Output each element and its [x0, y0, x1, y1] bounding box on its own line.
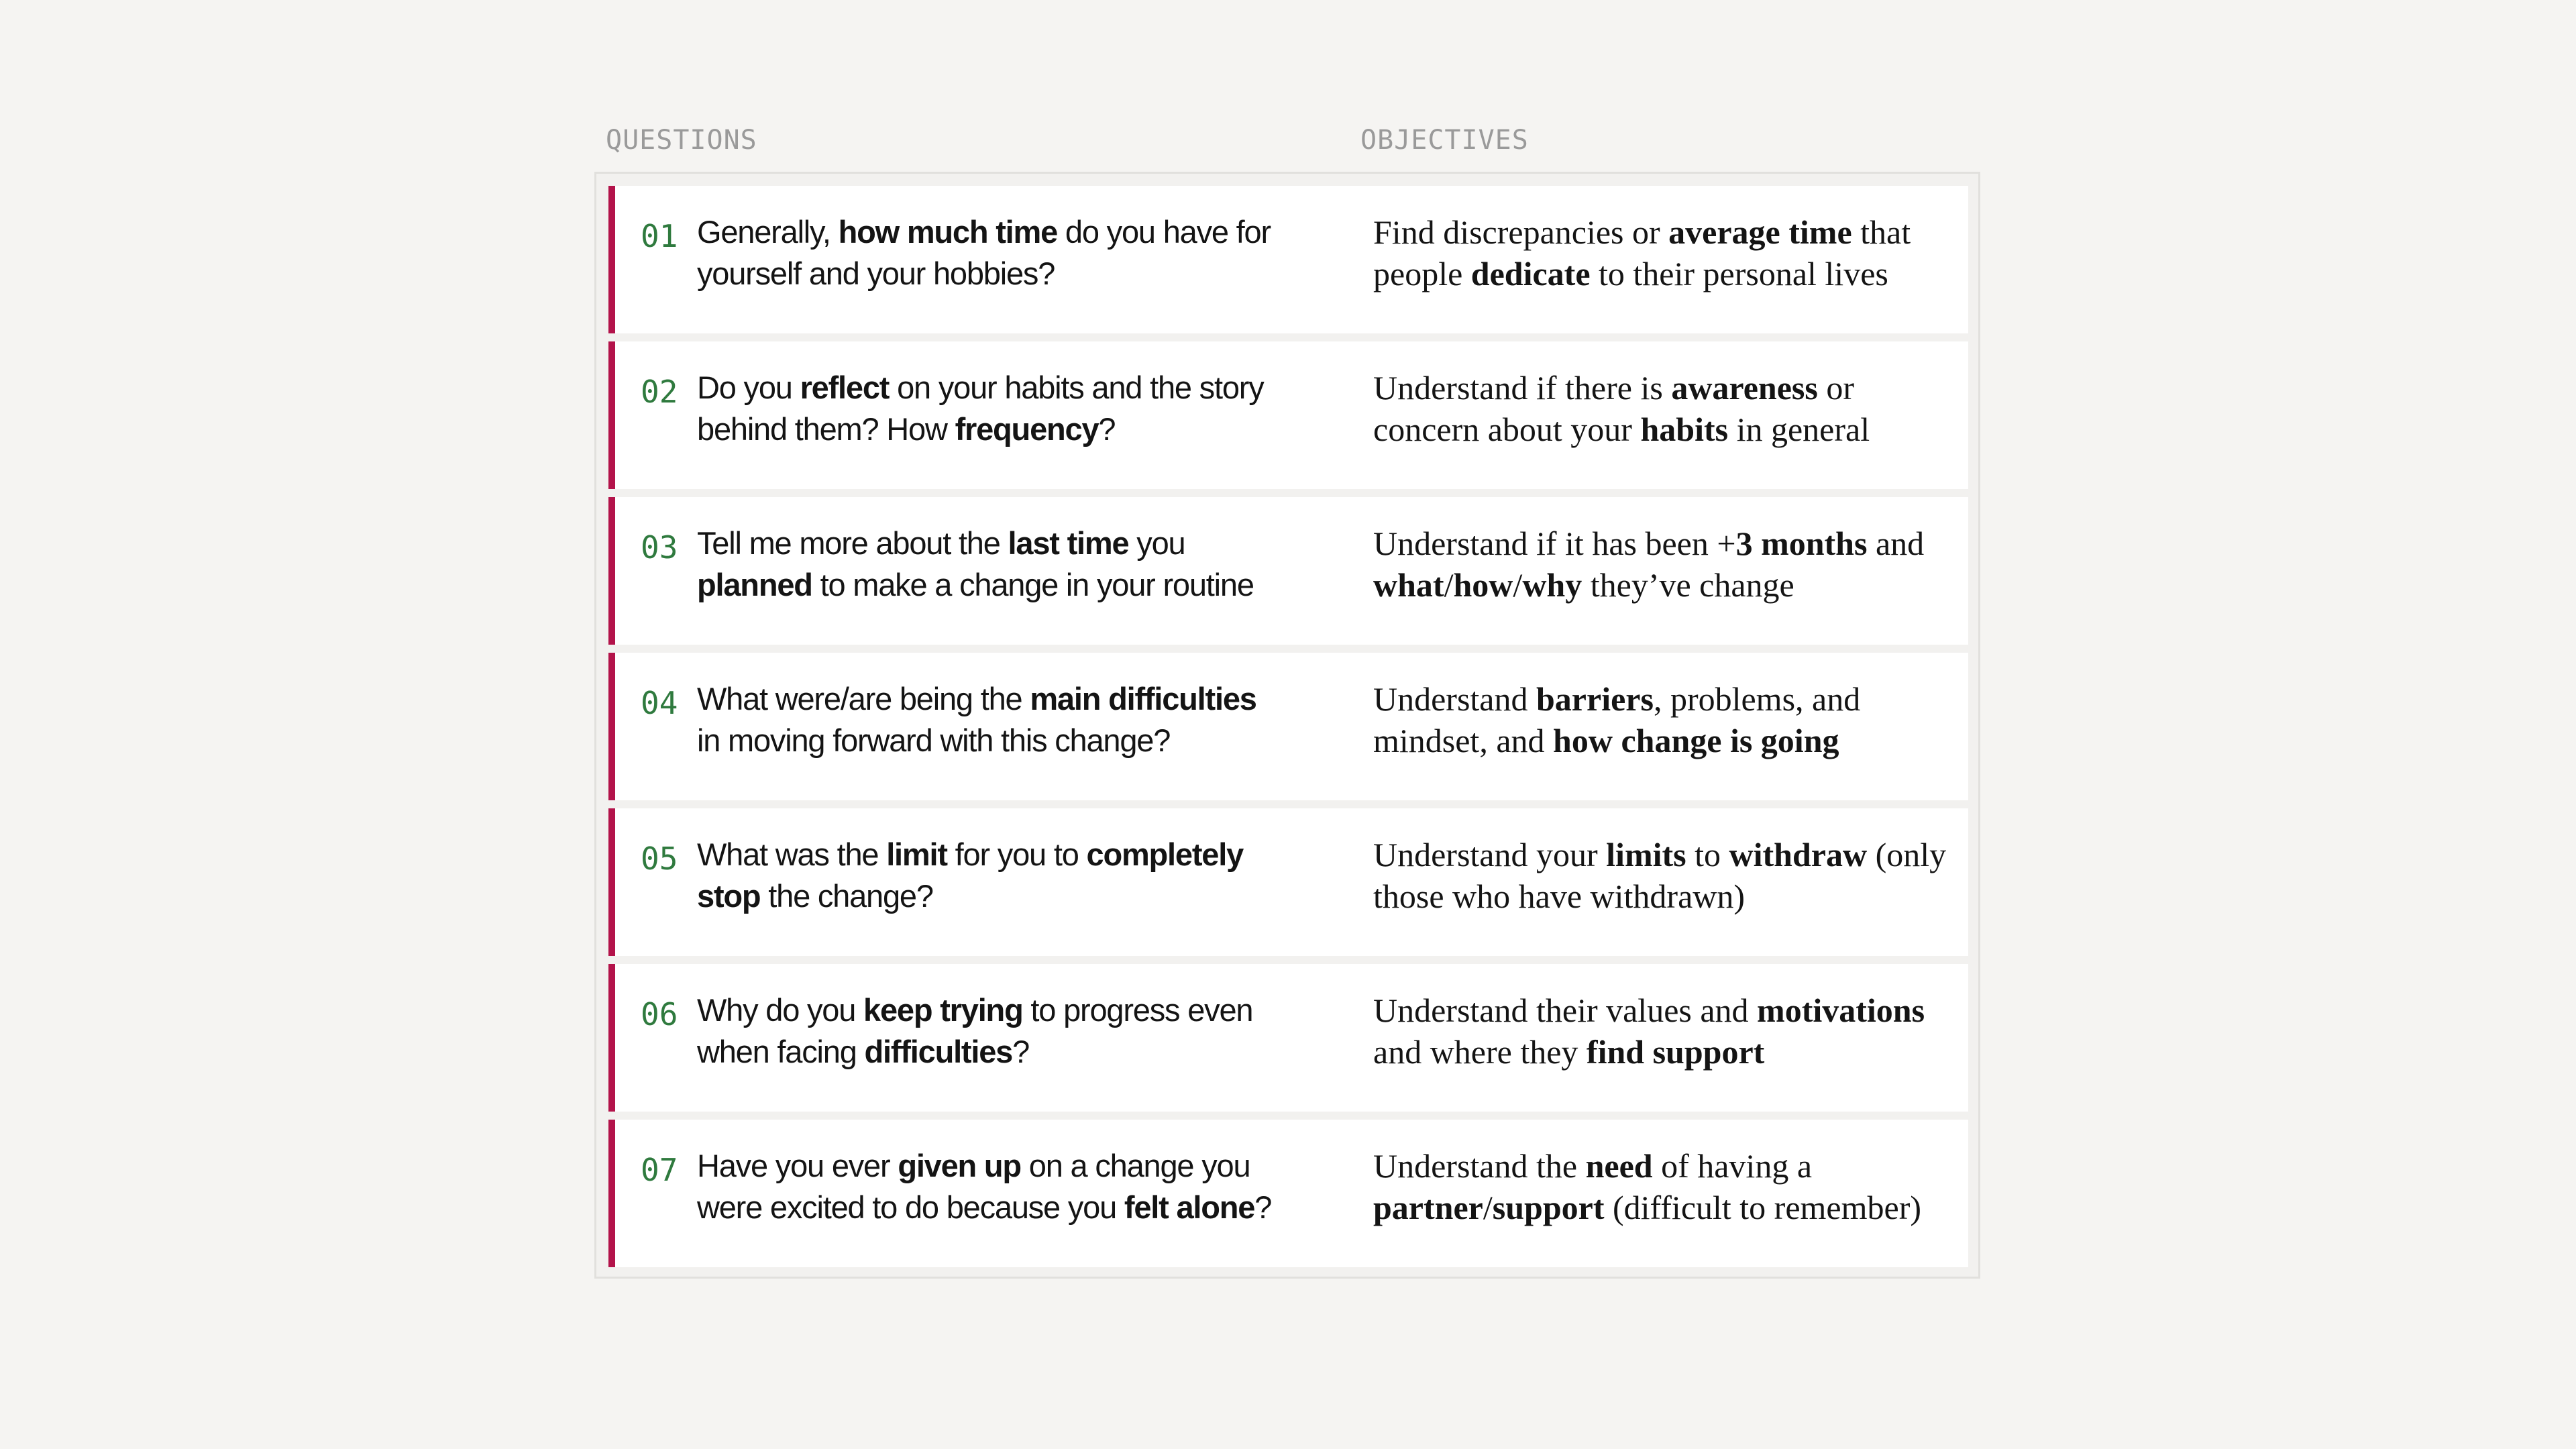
question-segment: What was the	[697, 837, 887, 872]
question-segment: in moving forward with this change?	[697, 722, 1171, 758]
objective-segment: (difficult to remember)	[1604, 1189, 1921, 1226]
question-emphasis: given up	[898, 1148, 1021, 1183]
objective-emphasis: partner	[1373, 1189, 1483, 1226]
objective-segment: Understand if it has been +	[1373, 525, 1736, 562]
question-text	[697, 834, 1281, 917]
objective-segment: to	[1686, 836, 1729, 873]
question-text	[697, 211, 1281, 294]
objectives-column-header: OBJECTIVES	[1360, 125, 1529, 156]
question-segment: ?	[1254, 1189, 1272, 1225]
objective-text	[1373, 989, 1964, 1073]
question-emphasis: difficulties	[864, 1034, 1013, 1069]
questions-column-header: QUESTIONS	[606, 125, 757, 156]
objective-emphasis: why	[1522, 566, 1582, 604]
question-emphasis: limit	[886, 837, 947, 872]
question-segment: do you have for yourself and your hobbies?	[697, 214, 1271, 291]
question-segment: Have you ever	[697, 1148, 898, 1183]
question-segment: on your habits and the story behind them? How	[697, 370, 1264, 447]
table-row	[608, 1120, 1968, 1267]
objective-text	[1373, 211, 1964, 294]
objective-segment: to their personal lives	[1590, 255, 1888, 292]
table-rows	[608, 186, 1968, 1267]
question-text	[697, 367, 1281, 450]
objective-text	[1373, 834, 1964, 917]
question-segment: ?	[1098, 411, 1116, 447]
question-segment: to progress even when facing	[697, 992, 1253, 1069]
question-segment: What were/are being the	[697, 681, 1030, 716]
objective-segment: and where they	[1373, 1033, 1587, 1071]
table-row	[608, 653, 1968, 800]
objective-emphasis: withdraw	[1729, 836, 1868, 873]
table-row	[608, 497, 1968, 645]
objective-emphasis: habits	[1640, 411, 1729, 448]
table-row	[608, 186, 1968, 333]
objective-emphasis: support	[1492, 1189, 1605, 1226]
objective-emphasis: 3 months	[1735, 525, 1868, 562]
question-emphasis: planned	[697, 567, 812, 602]
objective-emphasis: need	[1585, 1147, 1653, 1185]
objective-emphasis: motivations	[1757, 991, 1925, 1029]
objective-segment: Understand their values and	[1373, 991, 1758, 1029]
table-row	[608, 808, 1968, 956]
question-segment: for you to	[947, 837, 1087, 872]
objective-segment: /	[1513, 566, 1523, 604]
objective-emphasis: awareness	[1671, 369, 1818, 407]
question-emphasis: last time	[1008, 525, 1129, 561]
question-segment: Tell me more about the	[697, 525, 1008, 561]
question-text	[697, 678, 1281, 761]
objective-text	[1373, 523, 1964, 606]
objective-segment: , problems, and mindset, and	[1373, 680, 1861, 759]
question-text	[697, 1145, 1281, 1228]
objective-segment: Understand the	[1373, 1147, 1586, 1185]
objective-segment: (only those who have withdrawn)	[1373, 836, 1947, 915]
objective-segment: in general	[1728, 411, 1870, 448]
objective-segment: /	[1483, 1189, 1493, 1226]
table-row	[608, 964, 1968, 1112]
objective-segment: and	[1867, 525, 1925, 562]
question-text	[697, 523, 1281, 606]
objective-emphasis: how change is going	[1553, 722, 1839, 759]
objective-emphasis: barriers	[1536, 680, 1654, 718]
question-emphasis: how much time	[838, 214, 1058, 250]
question-number: 03	[641, 529, 678, 566]
objective-emphasis: average time	[1668, 213, 1852, 251]
objective-text	[1373, 678, 1964, 761]
objective-segment: Understand	[1373, 680, 1536, 718]
question-number: 07	[641, 1152, 678, 1188]
question-number: 05	[641, 841, 678, 877]
question-segment: to make a change in your routine	[812, 567, 1254, 602]
objective-emphasis: find support	[1586, 1033, 1765, 1071]
question-number: 01	[641, 218, 678, 254]
objective-text	[1373, 367, 1964, 450]
question-text	[697, 989, 1281, 1073]
question-segment: on a change you were excited to do because you	[697, 1148, 1250, 1225]
objective-emphasis: limits	[1606, 836, 1686, 873]
objective-emphasis: dedicate	[1470, 255, 1591, 292]
objective-segment: of having a	[1652, 1147, 1813, 1185]
question-emphasis: main difficulties	[1030, 681, 1256, 716]
question-number: 02	[641, 374, 678, 410]
objective-segment: that people	[1373, 213, 1911, 292]
question-emphasis: frequency	[955, 411, 1099, 447]
question-emphasis: keep trying	[863, 992, 1023, 1028]
question-emphasis: reflect	[800, 370, 890, 405]
question-segment: Generally,	[697, 214, 839, 250]
questions-objectives-table	[594, 172, 1980, 1279]
objective-segment: or concern about your	[1373, 369, 1854, 448]
objective-segment: Understand your	[1373, 836, 1607, 873]
objective-segment: Understand if there is	[1373, 369, 1672, 407]
question-number: 06	[641, 996, 678, 1032]
objective-text	[1373, 1145, 1964, 1228]
objective-segment: /	[1444, 566, 1454, 604]
question-segment: Why do you	[697, 992, 864, 1028]
objective-segment: they’ve change	[1582, 566, 1794, 604]
question-emphasis: felt alone	[1124, 1189, 1255, 1225]
question-segment: the change?	[760, 878, 933, 914]
question-number: 04	[641, 685, 678, 721]
objective-emphasis: what	[1373, 566, 1444, 604]
question-emphasis: completely stop	[697, 837, 1244, 914]
question-segment: ?	[1012, 1034, 1030, 1069]
objective-emphasis: how	[1453, 566, 1513, 604]
table-row	[608, 341, 1968, 489]
objective-segment: Find discrepancies or	[1373, 213, 1669, 251]
question-segment: you	[1128, 525, 1185, 561]
question-segment: Do you	[697, 370, 800, 405]
